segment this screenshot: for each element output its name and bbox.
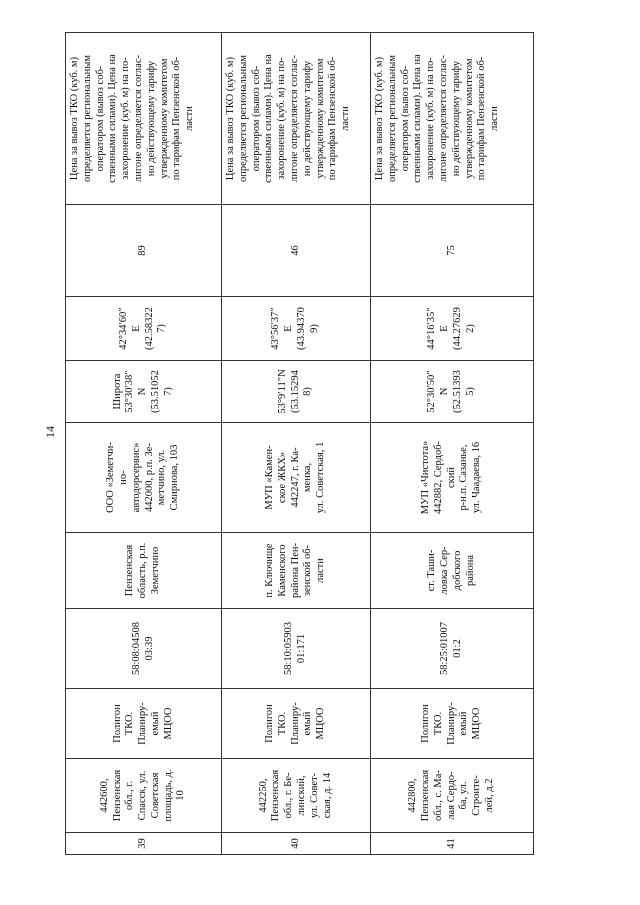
cell-distance: 46 xyxy=(222,205,371,297)
cell-operator: МУП «Камен- ское ЖКХ» 442247, г. Ка- менка, ул. Советская, 1 xyxy=(222,423,371,533)
cell-operator: ООО «Земетчи- но- автодорсервис» 442000, р.п. Зе- метчино, ул. Смирнова, 103 xyxy=(66,423,222,533)
cell-lat: 52°30′50″ N (52.51393 5) xyxy=(371,361,534,423)
rotated-page-content xyxy=(65,33,535,855)
cell-lon: 42°34′60″ E (42.58322 7) xyxy=(66,297,222,361)
cell-num: 41 xyxy=(371,833,534,855)
cell-type: Полигон ТКО. Планиру- емый МЦОО xyxy=(66,689,222,759)
cell-type: Полигон ТКО. Планиру- емый МЦОО xyxy=(371,689,534,759)
landfill-table xyxy=(65,32,534,855)
table-row xyxy=(66,33,222,855)
cell-address: 442250, Пензенская обл., г. Бе- линский, ул. Совет- ская, д. 14 xyxy=(222,759,371,833)
cell-lat: 53°9′11″N (53.15294 8) xyxy=(222,361,371,423)
cell-type: Полигон ТКО. Планиру- емый МЦОО xyxy=(222,689,371,759)
cell-lon: 44°16′35″ E (44.27629 2) xyxy=(371,297,534,361)
cell-cadastre: 58:08:04508 03:39 xyxy=(66,609,222,689)
cell-operator: МУП «Чистота» 442882, Сердоб- ский р-н.п. Сазанье, ул. Чаадаева, 16 xyxy=(371,423,534,533)
cell-lat: Широта 53°30′38″ N (53.51052 7) xyxy=(66,361,222,423)
table-row xyxy=(371,33,534,855)
cell-location: п. Ключище Каменского района Пен- зенской об- ласти xyxy=(222,533,371,609)
page-number: 14 xyxy=(43,426,57,438)
cell-address: 442800, Пензенская обл., с. Ма- лая Сердо- ба, ул. Строите- лей, д.2 xyxy=(371,759,534,833)
cell-lon: 43°56′37″ E (43.94370 9) xyxy=(222,297,371,361)
cell-distance: 89 xyxy=(66,205,222,297)
cell-num: 40 xyxy=(222,833,371,855)
cell-note: Цена за вывоз ТКО (куб. м) определяется региональным оператором (вывоз соб- ственными силами). Цена на захоронение (куб. м) на по- лигоне определяется соглас- но действующему тарифу утвержденному комитетом по тарифам Пензенской об- ласти xyxy=(66,33,222,205)
cell-location: Пензенская область, р.п. Земетчино xyxy=(66,533,222,609)
cell-address: 442600, Пензенская обл., г. Спасск, ул. Советская площадь, д. 10 xyxy=(66,759,222,833)
cell-cadastre: 58:25:01007 01:2 xyxy=(371,609,534,689)
table-row xyxy=(222,33,371,855)
cell-num: 39 xyxy=(66,833,222,855)
cell-distance: 75 xyxy=(371,205,534,297)
cell-note: Цена за вывоз ТКО (куб. м) определяется региональным оператором (вывоз соб- ственными силами). Цена на захоронение (куб. м) на по- лигоне определяется соглас- но действующему тарифу утвержденному комитетом по тарифам Пензенской об- ласти xyxy=(222,33,371,205)
cell-location: ст. Таши- ловка Сер- добского района xyxy=(371,533,534,609)
cell-note: Цена за вывоз ТКО (куб. м) определяется региональным оператором (вывоз соб- ственными силами). Цена на захоронение (куб. м) на по- лигоне определяется соглас- но действующему тарифу утвержденному комитетом по тарифам Пензенской об- ласти xyxy=(371,33,534,205)
cell-cadastre: 58:10:05903 01:171 xyxy=(222,609,371,689)
